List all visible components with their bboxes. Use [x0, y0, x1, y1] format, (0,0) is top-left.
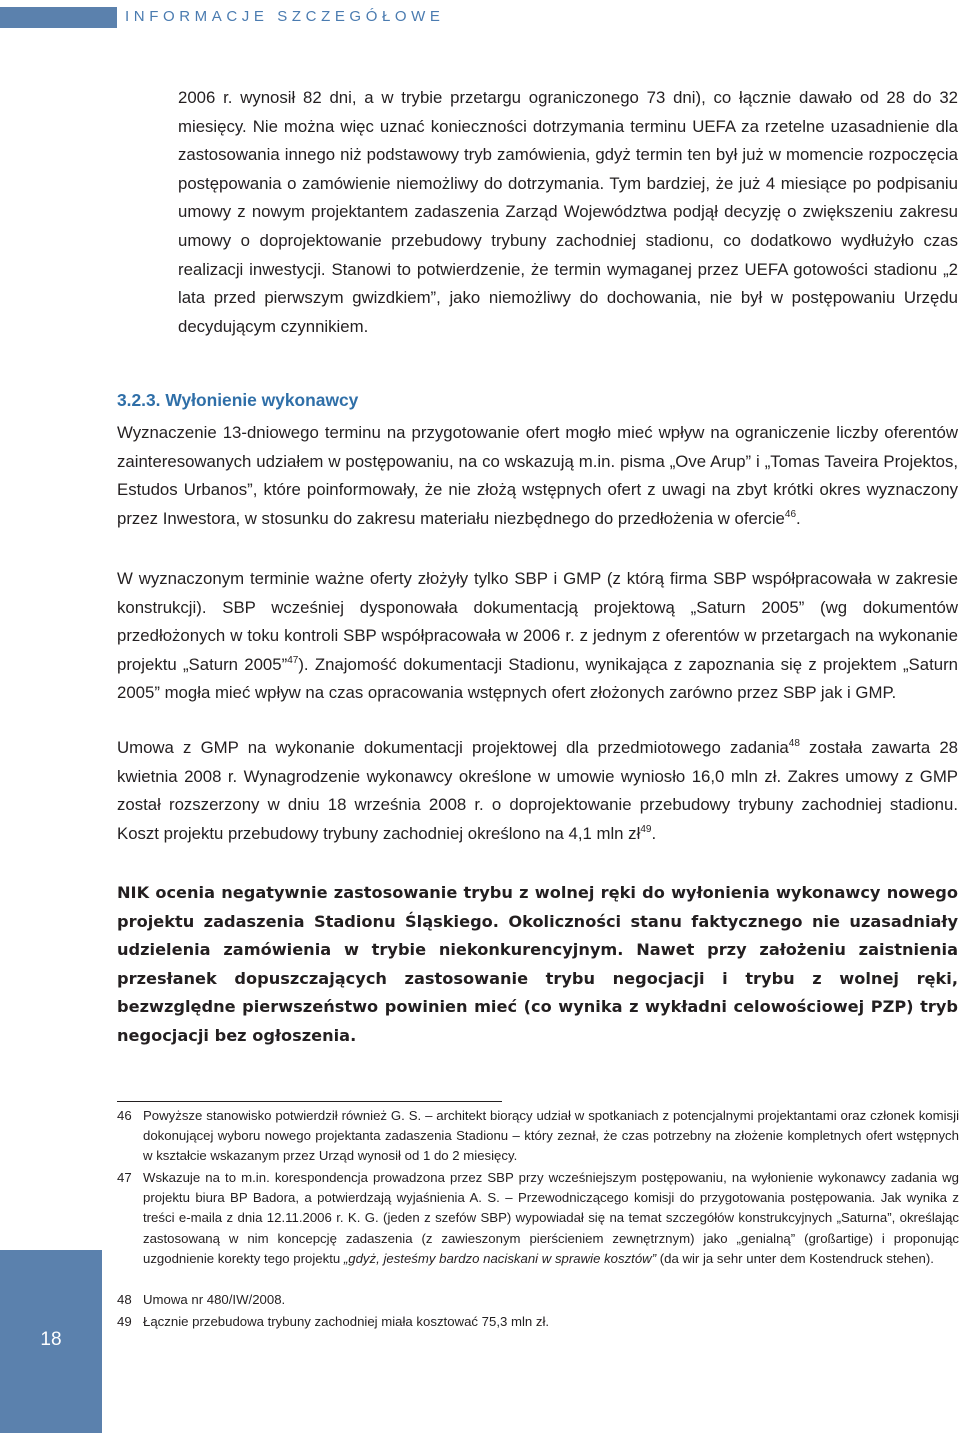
footnote-text: Łącznie przebudowa trybuny zachodniej miała kosztować 75,3 mln zł.	[143, 1314, 550, 1329]
period: .	[796, 508, 801, 528]
body-paragraph-3-text-b: została zawarta 28 kwietnia 2008 r. Wynagrodzenie wykonawcy określone w umowie wyniosło 16,0 mln zł. Zakres umowy z GMP został rozszerzony w dniu 18 września 2008 r. o doprojektowanie przebudowy trybuny zachodniej stadionu. Koszt projektu przebudowy trybuny zachodniej określono na 4,1 mln zł	[117, 738, 958, 843]
footnote-number: 46	[117, 1108, 132, 1123]
footnote-text-a: Wskazuje na to m.in. korespondencja prowadzona przez SBP przy wcześniejszym postępowaniu, na wyłonienie wykonawcy zadania wg projektu biura BP Badora, a potwierdzają wyjaśnienia A. S. – Przewodniczącego komisji do przygotowania postępowania. Jak wynika z treści e-maila z dnia 12.11.2006 r. K. G. (jeden z szefów SBP) wypowiadał się na temat szczegółów konstrukcyjnych „Saturna”, określając zastosowaną w nim koncepcję zadaszenia (z zawieszonym pierścieniem zewnętrznym) jako „genialną” (großartige) i proponując uzgodnienie korekty tego projektu	[143, 1170, 959, 1266]
footnote-text: Powyższe stanowisko potwierdził również G. S. – architekt biorący udział w spotkaniach z potencjalnymi projektantami oraz członek komisji dokonującej wyboru nowego projektanta zadaszenia Stadionu – który zeznał, że czas potrzebny na złożenie kompletnych ofert wstępnych w kształcie wskazanym przez Urząd wynosił od 1 do 2 miesięcy.	[143, 1108, 959, 1164]
intro-paragraph: 2006 r. wynosił 82 dni, a w trybie przetargu ograniczonego 73 dni), co łącznie dawało od 28 do 32 miesięcy. Nie można więc uznać konieczności dotrzymania terminu UEFA za rzetelne uzasadnienie dla zastosowania innego niż podstawowy tryb zamówienia, gdyż termin ten był już w momencie rozpoczęcia postępowania o zamówienie niemożliwy do dotrzymania. Tym bardziej, że już 4 miesiące po podpisaniu umowy z nowym projektantem zadaszenia Zarząd Województwa podjął decyzję o zwiększeniu zakresu umowy o doprojektowanie przebudowy trybuny zachodniej stadionu, co dodatkowo wydłużyło czas realizacji inwestycji. Stanowi to potwierdzenie, że termin wymaganej przez UEFA gotowości stadionu „2 lata przed pierwszym gwizdkiem”, jako niemożliwy do dochowania, nie był w postępowaniu Urzędu decydującym czynnikiem.	[178, 88, 958, 336]
footnote-ref-48[interactable]: 48	[788, 738, 800, 749]
body-paragraph-2	[117, 565, 958, 708]
body-paragraph-1	[117, 419, 958, 533]
footnote-quote-italic: „gdyż, jesteśmy bardzo naciskani w sprawie kosztów”	[343, 1250, 657, 1266]
header-color-bar	[0, 7, 117, 28]
footnote-number: 49	[117, 1314, 132, 1329]
footnote-text: Umowa nr 480/IW/2008.	[143, 1292, 286, 1307]
footnote-47	[117, 1168, 960, 1290]
footnote-text	[143, 1168, 959, 1269]
footnote-48	[117, 1290, 960, 1312]
footnote-ref-49[interactable]: 49	[640, 823, 652, 835]
body-paragraph-2-text-a: W wyznaczonym terminie ważne oferty złożyły tylko SBP i GMP (z którą firma SBP współpracowała w zakresie konstrukcji). SBP wcześniej dysponowała dokumentacją projektową „Saturn 2005” (wg dokumentów przedłożonych w toku kontroli SBP współpracowała w 2006 r. z jednym z oferentów w przetargach na wykonanie projektu „Saturn 2005”	[117, 569, 958, 674]
footnote-number: 47	[117, 1170, 132, 1185]
footnote-49	[117, 1312, 960, 1334]
period: .	[651, 823, 657, 843]
conclusion-paragraph: NIK ocenia negatywnie zastosowanie trybu z wolnej ręki do wyłonienia wykonawcy nowego projektu zadaszenia Stadionu Śląskiego. Okoliczności stanu faktycznego nie uzasadniały udzielenia zamówienia w trybie niekonkurencyjnym. Nawet przy założeniu zaistnienia przesłanek dopuszczających zastosowanie trybu negocjacji i trybu z wolnej ręki, bezwzględne pierwszeństwo powinien mieć (co wynika z wykładni celowościowej PZP) tryb negocjacji bez ogłoszenia.	[117, 883, 958, 1045]
footnote-ref-47[interactable]: 47	[287, 654, 299, 666]
footnote-number: 48	[117, 1292, 132, 1307]
footnote-separator	[117, 1101, 502, 1102]
footnote-ref-46[interactable]: 46	[784, 508, 797, 520]
body-paragraph-3-text-a: Umowa z GMP na wykonanie dokumentacji projektowej dla przedmiotowego zadania	[117, 738, 789, 757]
body-paragraph-3	[117, 734, 958, 848]
body-paragraph-2-text-b: ). Znajomość dokumentacji Stadionu, wynikająca z zapoznania się z projektem „Saturn 2005” mogła mieć wpływ na czas opracowania wstępnych ofert złożonych zarówno przez SBP jak i GMP.	[117, 654, 958, 703]
page-number: 18	[40, 1329, 62, 1350]
body-paragraph-1-text: Wyznaczenie 13-dniowego terminu na przygotowanie ofert mogło mieć wpływ na ograniczenie liczby oferentów zainteresowanych udziałem w postępowaniu, na co wskazują m.in. pisma „Ove Arup” i „Tomas Taveira Projektos, Estudos Urbanos”, które poinformowały, że nie złożą wstępnych ofert z uwagi na zbyt krótki okres wyznaczony przez Inwestora, w stosunku do zakresu materiału niezbędnego do przedłożenia w ofercie	[117, 423, 958, 528]
footnote-46	[117, 1106, 960, 1168]
header-title: INFORMACJE SZCZEGÓŁOWE	[125, 8, 445, 25]
footnote-text-b: (da wir ja sehr unter dem Kostendruck stehen).	[656, 1250, 934, 1266]
section-heading: 3.2.3. Wyłonienie wykonawcy	[117, 390, 359, 410]
